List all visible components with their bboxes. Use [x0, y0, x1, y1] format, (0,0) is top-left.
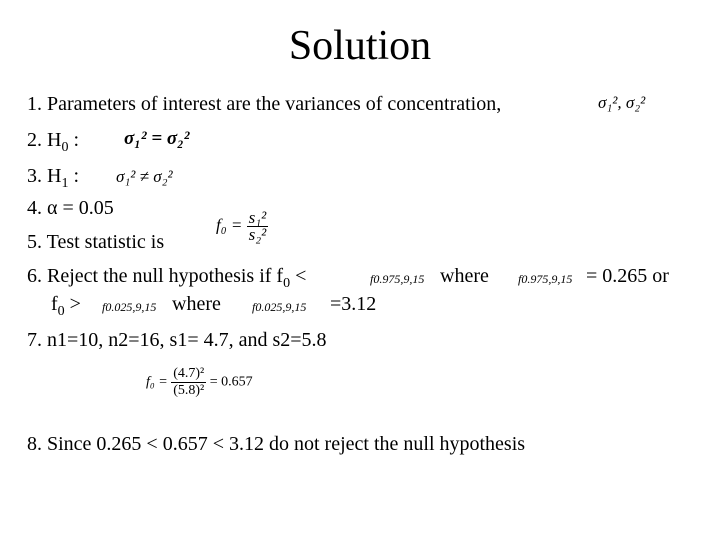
item-1-text: 1. Parameters of interest are the variances of concentration,: [27, 93, 502, 115]
item-6b-sub: 0: [57, 303, 65, 319]
critical-value-lower-b: f0.975,9,15: [518, 272, 573, 286]
null-hypothesis-math: σ₁² = σ₂²: [124, 128, 190, 149]
item-6-lt: <: [290, 265, 307, 287]
test-statistic-f0: f₀ =: [216, 215, 243, 235]
item-5: 5. Test statistic is: [27, 231, 165, 253]
fraction-numerator: s₁²: [248, 208, 267, 227]
f0-calculation: [146, 366, 253, 399]
calc-result: = 0.657: [209, 374, 253, 390]
item-3-sub: 1: [61, 175, 69, 191]
item-6-where-1: where: [440, 265, 489, 287]
calc-fraction: [171, 366, 206, 399]
critical-value-lower: f0.975,9,15: [370, 272, 425, 286]
item-6-where-2: where: [172, 293, 221, 315]
item-2-colon: :: [68, 129, 80, 151]
item-6-value-1: = 0.265 or: [586, 265, 669, 287]
sigma-pair-math: σ₁², σ₂²: [598, 93, 646, 112]
test-statistic-formula: [216, 210, 268, 243]
critical-value-upper-b: f0.025,9,15: [252, 300, 307, 314]
item-2-text: 2. H: [27, 129, 62, 151]
item-6b-gt: >: [64, 293, 81, 315]
item-3-colon: :: [68, 165, 80, 187]
critical-value-upper: f0.025,9,15: [102, 300, 157, 314]
item-6-text: 6. Reject the null hypothesis if f: [27, 265, 284, 287]
item-2: [27, 128, 80, 155]
item-6: [27, 264, 307, 291]
test-statistic-fraction: [247, 210, 269, 243]
fraction-denominator: s₂²: [248, 225, 267, 244]
alt-hypothesis-math: σ₁² ≠ σ₂²: [116, 167, 173, 186]
item-6-line-2: [51, 292, 81, 319]
item-6-value-2: =3.12: [330, 293, 377, 315]
item-1: [27, 92, 501, 116]
item-4: 4. α = 0.05: [27, 197, 114, 219]
item-6b-text: f: [51, 293, 58, 315]
item-2-sub: 0: [61, 139, 69, 155]
calc-denominator: (5.8)²: [173, 383, 205, 398]
item-3-text: 3. H: [27, 165, 62, 187]
item-3: [27, 164, 80, 191]
page-title: Solution: [288, 23, 432, 69]
calc-f0: f₀ =: [146, 374, 168, 390]
calc-numerator: (4.7)²: [173, 366, 205, 381]
item-6-sub: 0: [283, 275, 291, 291]
item-8: 8. Since 0.265 < 0.657 < 3.12 do not reject the null hypothesis: [27, 433, 526, 455]
item-7: 7. n1=10, n2=16, s1= 4.7, and s2=5.8: [27, 329, 327, 351]
